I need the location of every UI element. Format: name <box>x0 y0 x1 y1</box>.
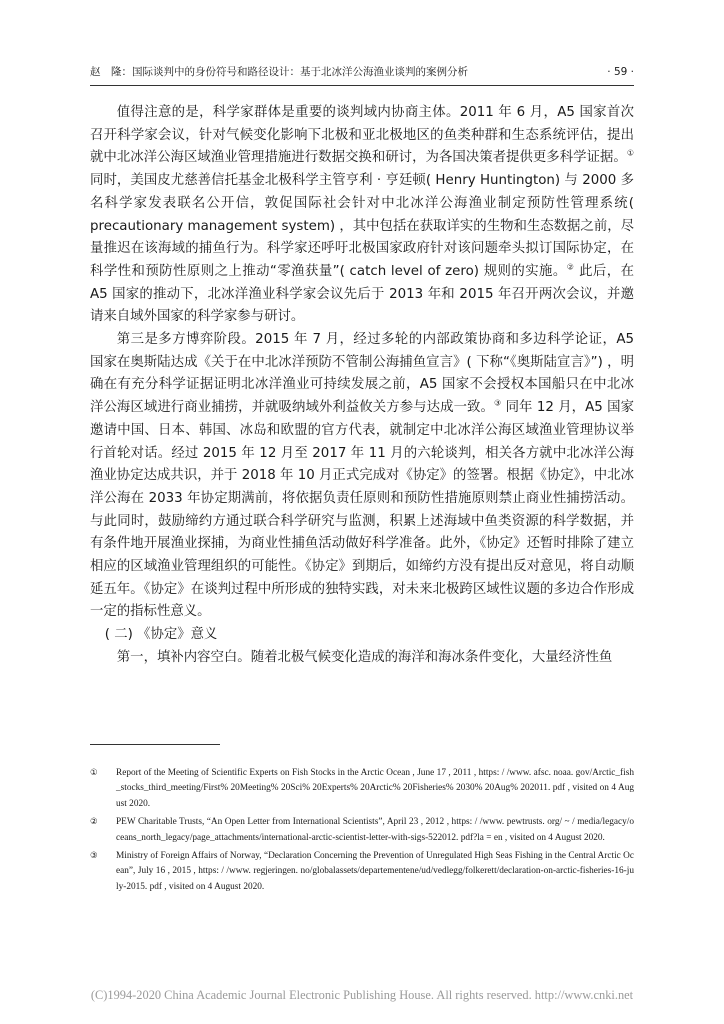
footnote-1 <box>90 766 634 812</box>
page-number: · 59 · <box>607 66 634 78</box>
footnote-number: ① <box>90 768 98 778</box>
footnote-number: ② <box>90 817 98 828</box>
section-heading: ( 二) 《协定》意义 <box>104 627 218 643</box>
footnote-rule <box>90 744 220 745</box>
header-rule <box>90 85 634 86</box>
footnote-text: Report of the Meeting of Scientific Experts on Fish Stocks in the Arctic Ocean , June 17 , 2011 , https: / /www. afsc. noaa. gov/Arctic_fish_stocks_third_meeting/First% 20Meeting% 20Sci% 20Experts% 20Arctic% 20Fisheries% 2030% 20Aug% 202011. pdf , visited on 4 August 2020. <box>116 768 634 809</box>
footnote-number: ③ <box>90 851 98 862</box>
footnote-text: Ministry of Foreign Affairs of Norway, “Declaration Concerning the Prevention of Unregulated High Seas Fishing in the Central Arctic Ocean”, July 16 , 2015 , https: / /www. regjeringen. no/globalassets/departementene/ud/vedlegg/folkerett/declaration-on-arctic-fisheries-16-july-2015. pdf , visited on 4 August 2020. <box>116 851 634 892</box>
footnote-2 <box>90 815 634 846</box>
footnote-3 <box>90 849 634 895</box>
header-title: 赵 隆：国际谈判中的身份符号和路径设计：基于北冰洋公海渔业谈判的案例分析 <box>90 66 468 78</box>
footnote-ref-3[interactable]: ③ <box>493 398 502 408</box>
paragraph-significance: 第一，填补内容空白。随着北极气候变化造成的海洋和海冰条件变化，大量经济性鱼 <box>116 649 613 665</box>
paragraph-multilateral-stage: 第三是多方博弈阶段。2015 年 7 月，经过多轮的内部政策协商和多边科学论证，A5 国家在奥斯陆达成《关于在中北冰洋预防不管制公海捕鱼宣言》( 下称“《奥斯陆宣言》”) ，明确在有充分科学证据证明北冰洋渔业可持续发展之前，A5 国家不会授权本国船只在中北冰洋公海区域进行商业捕捞，并就吸纳域外利益攸关方参与达成一致。③ 同年 12 月，A5 国家邀请中国、日本、韩国、冰岛和欧盟的官方代表，就制定中北冰洋公海区域渔业管理协议举行首轮对话。经过 2015 年 12 月至 2017 年 11 月的六轮谈判，相关各方就中北冰洋公海渔业协定达成共识，并于 2018 年 10 月正式完成对《协定》的签署。根据《协定》，中北冰洋公海在 2033 年协定期满前，将依据负责任原则和预防性措施原则禁止商业性捕捞活动。与此同时，鼓励缔约方通过联合科学研究与监测，积累上述海域中鱼类资源的科学数据，并有条件地开展渔业探捕，为商业性捕鱼活动做好科学准备。此外，《协定》还暂时排除了建立相应的区域渔业管理组织的可能性。《协定》到期后，如缔约方没有提出反对意见，将自动顺延五年。《协定》在谈判过程中所形成的独特实践，对未来北极跨区域性议题的多边合作形成一定的指标性意义。 <box>90 332 635 620</box>
copyright-watermark: (C)1994-2020 China Academic Journal Electronic Publishing House. All rights reserved. http://www.cnki.net <box>90 988 634 1002</box>
footnote-ref-2[interactable]: ② <box>566 262 575 272</box>
body-text <box>90 102 634 670</box>
running-header <box>90 64 634 80</box>
footnote-text: PEW Charitable Trusts, “An Open Letter from International Scientists”, April 23 , 2012 , https: / /www. pewtrusts. org/ ~ / media/legacy/oceans_north_legacy/page_attachments/international-arctic-scientist-letter-with-sigs-522012. pdf?la = en , visited on 4 August 2020. <box>116 817 634 843</box>
footnote-ref-1[interactable]: ① <box>626 148 634 158</box>
paragraph-scientists: 值得注意的是，科学家群体是重要的谈判域内协商主体。2011 年 6 月，A5 国家首次召开科学家会议，针对气候变化影响下北极和亚北极地区的鱼类种群和生态系统评估，提出就中北冰洋公海区域渔业管理措施进行数据交换和研讨，为各国决策者提供更多科学证据。① 同时，美国皮尤慈善信托基金北极科学主管亨利 · 亨廷顿( Henry Huntington) 与 2000 多名科学家发表联名公开信，敦促国际社会针对中北冰洋公海渔业制定预防性管理系统( precautionary management system) ，其中包括在获取详实的生物和生态数据之前，尽量推迟在该海域的捕鱼行为。科学家还呼吁北极国家政府针对该问题牵头拟订国际协定，在科学性和预防性原则之上推动“零渔获量”( catch level of zero) 规则的实施。② 此后，在 A5 国家的推动下，北冰洋渔业科学家会议先后于 2013 年和 2015 年召开两次会议，并邀请来自域外国家的科学家参与研讨。 <box>90 105 634 325</box>
footnotes <box>90 766 634 898</box>
